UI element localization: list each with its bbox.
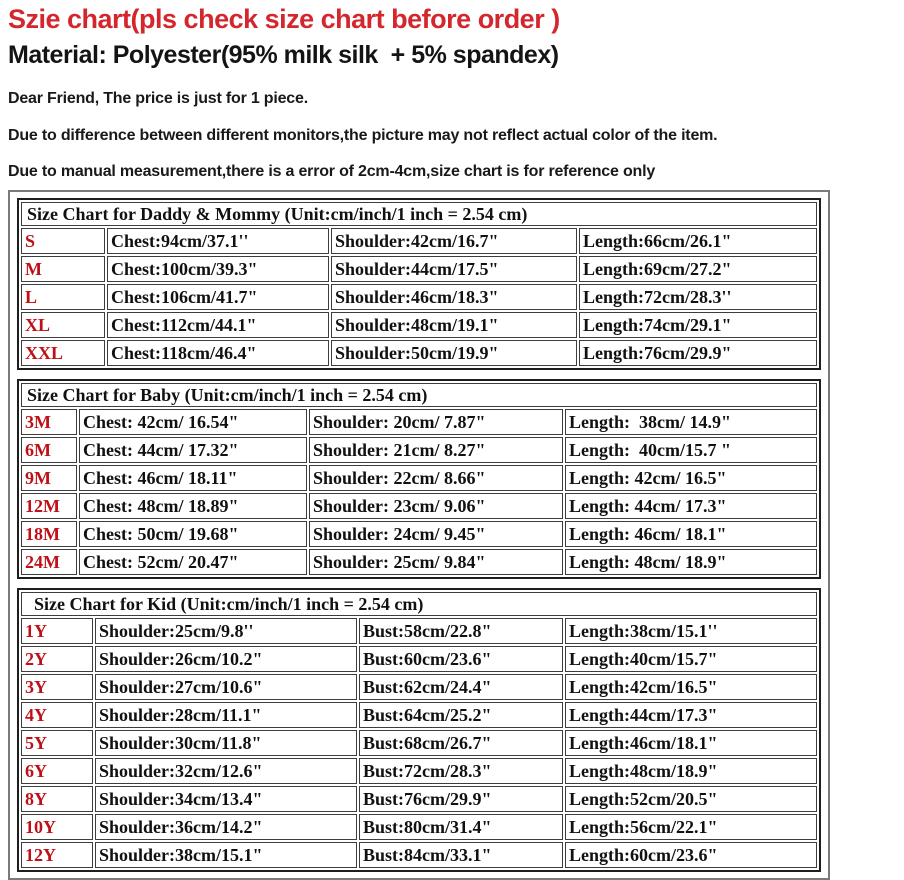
table-row — [21, 758, 817, 784]
note-measurement-disclaimer: Due to manual measurement,there is a error of 2cm-4cm,size chart is for reference only — [8, 163, 656, 180]
table-title: Size Chart for Daddy & Mommy (Unit:cm/inch/1 inch = 2.54 cm) — [21, 202, 817, 226]
measurement-cell: Shoulder:42cm/16.7" — [331, 228, 577, 254]
measurement-cell: Length:48cm/18.9" — [565, 758, 817, 784]
size-label: L — [21, 284, 105, 310]
table-row — [21, 493, 817, 519]
table-row — [21, 730, 817, 756]
measurement-cell: Chest:118cm/46.4" — [107, 340, 329, 366]
size-label: 6M — [21, 437, 77, 463]
measurement-cell: Shoulder:34cm/13.4" — [95, 786, 357, 812]
table-row — [21, 521, 817, 547]
measurement-cell: Chest: 50cm/ 19.68" — [79, 521, 307, 547]
note-price: Dear Friend, The price is just for 1 piece. — [8, 90, 308, 107]
measurement-cell: Shoulder:46cm/18.3" — [331, 284, 577, 310]
size-label: 5Y — [21, 730, 93, 756]
material-line: Material: Polyester(95% milk silk + 5% spandex) — [8, 41, 559, 69]
measurement-cell: Length:76cm/29.9" — [579, 340, 817, 366]
measurement-cell: Chest: 48cm/ 18.89" — [79, 493, 307, 519]
measurement-cell: Length:56cm/22.1" — [565, 814, 817, 840]
size-label: 3Y — [21, 674, 93, 700]
measurement-cell: Shoulder:25cm/9.8'' — [95, 618, 357, 644]
measurement-cell: Length:74cm/29.1" — [579, 312, 817, 338]
table-header-row — [21, 592, 817, 616]
size-label: XL — [21, 312, 105, 338]
page-title: Szie chart(pls check size chart before order ) — [8, 4, 560, 34]
measurement-cell: Chest:106cm/41.7" — [107, 284, 329, 310]
measurement-cell: Length:66cm/26.1" — [579, 228, 817, 254]
measurement-cell: Shoulder:48cm/19.1" — [331, 312, 577, 338]
table-row — [21, 814, 817, 840]
table-row — [21, 646, 817, 672]
measurement-cell: Shoulder:26cm/10.2" — [95, 646, 357, 672]
measurement-cell: Length: 48cm/ 18.9" — [565, 549, 817, 575]
measurement-cell: Chest:94cm/37.1'' — [107, 228, 329, 254]
measurement-cell: Shoulder:27cm/10.6" — [95, 674, 357, 700]
measurement-cell: Bust:64cm/25.2" — [359, 702, 563, 728]
size-label: 2Y — [21, 646, 93, 672]
size-label: M — [21, 256, 105, 282]
table-row — [21, 437, 817, 463]
table-row — [21, 228, 817, 254]
note-monitor-disclaimer: Due to difference between different monitors,the picture may not reflect actual color of the item. — [8, 127, 718, 144]
size-table-kid — [17, 588, 821, 872]
table-row — [21, 702, 817, 728]
measurement-cell: Length:60cm/23.6" — [565, 842, 817, 868]
size-label: 3M — [21, 409, 77, 435]
size-label: 12Y — [21, 842, 93, 868]
measurement-cell: Bust:60cm/23.6" — [359, 646, 563, 672]
measurement-cell: Shoulder:36cm/14.2" — [95, 814, 357, 840]
measurement-cell: Length:38cm/15.1'' — [565, 618, 817, 644]
table-row — [21, 409, 817, 435]
size-label: 8Y — [21, 786, 93, 812]
table-row — [21, 256, 817, 282]
measurement-cell: Shoulder: 22cm/ 8.66" — [309, 465, 563, 491]
measurement-cell: Bust:72cm/28.3" — [359, 758, 563, 784]
measurement-cell: Chest:100cm/39.3" — [107, 256, 329, 282]
table-row — [21, 842, 817, 868]
table-row — [21, 312, 817, 338]
size-table-daddy-mommy — [17, 198, 821, 370]
table-header-row — [21, 202, 817, 226]
size-label: 4Y — [21, 702, 93, 728]
measurement-cell: Bust:68cm/26.7" — [359, 730, 563, 756]
table-row — [21, 465, 817, 491]
measurement-cell: Length: 46cm/ 18.1" — [565, 521, 817, 547]
table-row — [21, 618, 817, 644]
table-row — [21, 549, 817, 575]
size-label: 18M — [21, 521, 77, 547]
table-title: Size Chart for Kid (Unit:cm/inch/1 inch = 2.54 cm) — [21, 592, 817, 616]
measurement-cell: Chest:112cm/44.1" — [107, 312, 329, 338]
measurement-cell: Chest: 42cm/ 16.54" — [79, 409, 307, 435]
size-label: 9M — [21, 465, 77, 491]
measurement-cell: Shoulder: 23cm/ 9.06" — [309, 493, 563, 519]
measurement-cell: Shoulder: 24cm/ 9.45" — [309, 521, 563, 547]
measurement-cell: Shoulder:32cm/12.6" — [95, 758, 357, 784]
measurement-cell: Length: 38cm/ 14.9" — [565, 409, 817, 435]
size-label: 1Y — [21, 618, 93, 644]
table-row — [21, 284, 817, 310]
measurement-cell: Bust:62cm/24.4" — [359, 674, 563, 700]
size-label: 10Y — [21, 814, 93, 840]
measurement-cell: Length:72cm/28.3'' — [579, 284, 817, 310]
measurement-cell: Length:44cm/17.3" — [565, 702, 817, 728]
measurement-cell: Chest: 44cm/ 17.32" — [79, 437, 307, 463]
measurement-cell: Bust:80cm/31.4" — [359, 814, 563, 840]
table-row — [21, 340, 817, 366]
measurement-cell: Chest: 46cm/ 18.11" — [79, 465, 307, 491]
measurement-cell: Bust:58cm/22.8" — [359, 618, 563, 644]
size-label: S — [21, 228, 105, 254]
measurement-cell: Shoulder:38cm/15.1" — [95, 842, 357, 868]
measurement-cell: Shoulder:50cm/19.9" — [331, 340, 577, 366]
measurement-cell: Shoulder: 25cm/ 9.84" — [309, 549, 563, 575]
measurement-cell: Shoulder:44cm/17.5" — [331, 256, 577, 282]
size-chart-container — [8, 190, 830, 880]
measurement-cell: Shoulder:28cm/11.1" — [95, 702, 357, 728]
measurement-cell: Bust:76cm/29.9" — [359, 786, 563, 812]
size-label: 12M — [21, 493, 77, 519]
measurement-cell: Shoulder:30cm/11.8" — [95, 730, 357, 756]
table-header-row — [21, 383, 817, 407]
size-label: 24M — [21, 549, 77, 575]
size-table-baby — [17, 379, 821, 579]
table-row — [21, 786, 817, 812]
measurement-cell: Bust:84cm/33.1" — [359, 842, 563, 868]
measurement-cell: Shoulder: 21cm/ 8.27" — [309, 437, 563, 463]
measurement-cell: Length:42cm/16.5" — [565, 674, 817, 700]
measurement-cell: Length: 40cm/15.7 " — [565, 437, 817, 463]
size-label: XXL — [21, 340, 105, 366]
table-row — [21, 674, 817, 700]
size-label: 6Y — [21, 758, 93, 784]
table-title: Size Chart for Baby (Unit:cm/inch/1 inch = 2.54 cm) — [21, 383, 817, 407]
measurement-cell: Length:52cm/20.5" — [565, 786, 817, 812]
measurement-cell: Chest: 52cm/ 20.47" — [79, 549, 307, 575]
measurement-cell: Length: 42cm/ 16.5" — [565, 465, 817, 491]
measurement-cell: Length: 44cm/ 17.3" — [565, 493, 817, 519]
measurement-cell: Length:40cm/15.7" — [565, 646, 817, 672]
measurement-cell: Shoulder: 20cm/ 7.87" — [309, 409, 563, 435]
measurement-cell: Length:46cm/18.1" — [565, 730, 817, 756]
measurement-cell: Length:69cm/27.2" — [579, 256, 817, 282]
